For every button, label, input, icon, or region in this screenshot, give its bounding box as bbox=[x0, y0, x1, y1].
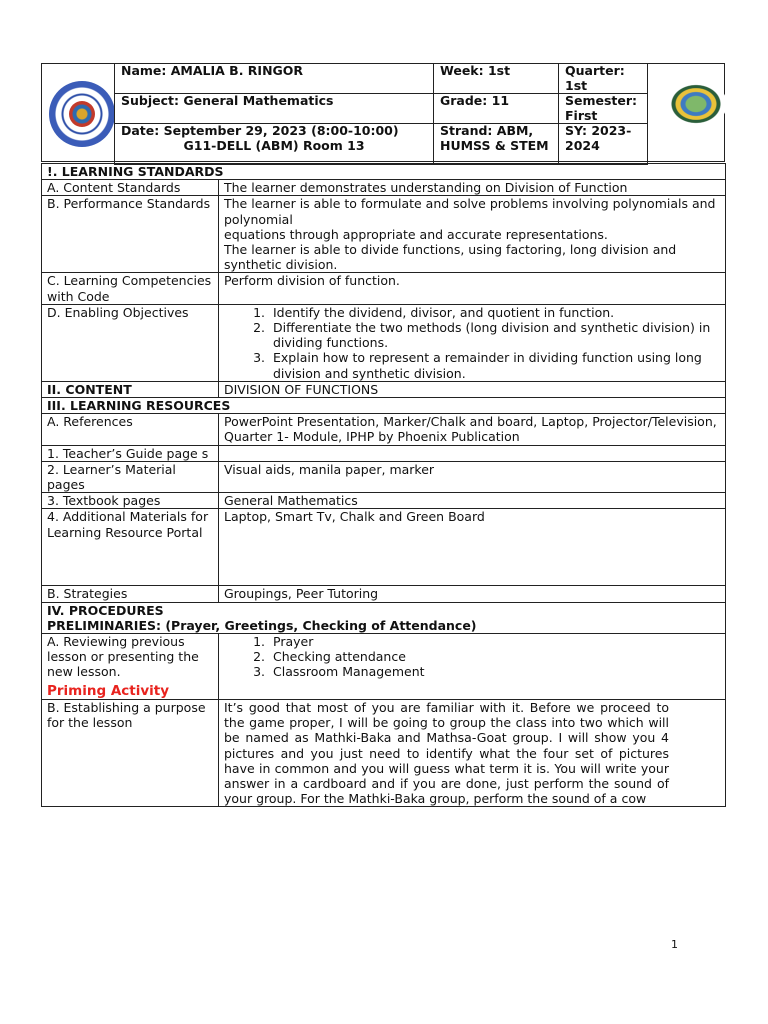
page-number: 1 bbox=[671, 938, 678, 951]
row-label: 1. Teacher’s Guide page s bbox=[42, 445, 219, 461]
list-item: 2. Checking attendance bbox=[269, 649, 720, 664]
row-label: A. Content Standards bbox=[42, 180, 219, 196]
preliminaries-list bbox=[224, 634, 720, 680]
priming-activity-label: Priming Activity bbox=[47, 682, 170, 699]
quarter: Quarter: 1st bbox=[559, 64, 648, 94]
table-row bbox=[42, 273, 726, 304]
row-value: DIVISION OF FUNCTIONS bbox=[219, 381, 726, 397]
table-row bbox=[42, 586, 726, 602]
lesson-plan-table bbox=[41, 163, 726, 807]
school-seal-logo bbox=[665, 80, 727, 128]
list-item: 3. Classroom Management bbox=[269, 664, 720, 679]
week: Week: 1st bbox=[434, 64, 559, 94]
row-label: 3. Textbook pages bbox=[42, 493, 219, 509]
row-label: 2. Learner’s Material pages bbox=[42, 461, 219, 492]
list-item: 2. Differentiate the two methods (long division and synthetic division) in dividing functions. bbox=[269, 320, 720, 350]
row-value: It’s good that most of you are familiar with it. Before we proceed to the game proper, I will be going to group the class into two which will be named as Mathki-Baka and Mathsa-Goat group. I will show you 4 pictures and you just need to identify what the four set of pictures have in common and you will guess what term it is. You will write your answer in a cardboard and if you are done, just perform the sound of your group. For the Mathki-Baka group, perform the sound of a cow bbox=[219, 699, 726, 806]
row-value: Laptop, Smart Tv, Chalk and Green Board bbox=[219, 509, 726, 586]
header-table bbox=[114, 63, 648, 165]
preliminaries-heading: PRELIMINARIES: (Prayer, Greetings, Checking of Attendance) bbox=[47, 617, 477, 633]
section-procedures bbox=[42, 602, 726, 633]
date-cell bbox=[115, 124, 434, 165]
table-row bbox=[42, 493, 726, 509]
row-value: Perform division of function. bbox=[219, 273, 726, 304]
row-label: C. Learning Competencies with Code bbox=[42, 273, 219, 304]
row-label: A. References bbox=[42, 414, 219, 445]
objectives-list bbox=[224, 305, 720, 381]
table-row bbox=[42, 699, 726, 806]
subject: Subject: General Mathematics bbox=[115, 94, 434, 124]
references-text: PowerPoint Presentation, Marker/Chalk and board, Laptop, Projector/Television, bbox=[224, 414, 717, 430]
school-year: SY: 2023-2024 bbox=[559, 124, 648, 165]
list-item: 1. Identify the dividend, divisor, and quotient in function. bbox=[269, 305, 720, 320]
row-value: Groupings, Peer Tutoring bbox=[219, 586, 726, 602]
row-value bbox=[219, 304, 726, 381]
row-value bbox=[219, 196, 726, 273]
row-label: 4. Additional Materials for Learning Resource Portal bbox=[42, 509, 219, 586]
table-row bbox=[42, 196, 726, 273]
table-row bbox=[42, 398, 726, 414]
procedures-heading: IV. PROCEDURES bbox=[47, 602, 164, 618]
row-label: D. Enabling Objectives bbox=[42, 304, 219, 381]
performance-text: The learner is able to formulate and solve problems involving polynomials and polynomial bbox=[224, 196, 716, 227]
table-row bbox=[42, 445, 726, 461]
table-row bbox=[42, 634, 726, 700]
table-row bbox=[42, 461, 726, 492]
row-label bbox=[42, 634, 219, 700]
list-item: 1. Prayer bbox=[269, 634, 720, 649]
row-label: B. Performance Standards bbox=[42, 196, 219, 273]
section-content: II. CONTENT bbox=[42, 381, 219, 397]
row-value: General Mathematics bbox=[219, 493, 726, 509]
table-row bbox=[42, 164, 726, 180]
row-value: The learner demonstrates understanding on Division of Function bbox=[219, 180, 726, 196]
table-row bbox=[42, 509, 726, 586]
grade: Grade: 11 bbox=[434, 94, 559, 124]
strand: Strand: ABM, HUMSS & STEM bbox=[434, 124, 559, 165]
table-row bbox=[42, 180, 726, 196]
performance-text: equations through appropriate and accurate representations. bbox=[224, 226, 608, 242]
table-row bbox=[42, 304, 726, 381]
class-room-line: G11-DELL (ABM) Room 13 bbox=[183, 137, 365, 153]
performance-text: The learner is able to divide functions, using factoring, long division and synthetic division. bbox=[224, 242, 677, 273]
semester: Semester: First bbox=[559, 94, 648, 124]
section-learning-standards: !. LEARNING STANDARDS bbox=[42, 164, 726, 180]
references-text: Quarter 1- Module, IPHP by Phoenix Publication bbox=[224, 429, 520, 445]
teacher-name: Name: AMALIA B. RINGOR bbox=[115, 64, 434, 94]
row-value bbox=[219, 634, 726, 700]
deped-seal-logo bbox=[49, 81, 115, 147]
row-value bbox=[219, 414, 726, 445]
table-row bbox=[42, 414, 726, 445]
table-row bbox=[42, 381, 726, 397]
row-label: B. Strategies bbox=[42, 586, 219, 602]
list-item: 3. Explain how to represent a remainder in dividing function using long division and synthetic division. bbox=[269, 350, 720, 380]
section-learning-resources: III. LEARNING RESOURCES bbox=[42, 398, 726, 414]
date-line: Date: September 29, 2023 (8:00-10:00) bbox=[121, 123, 399, 138]
row-value bbox=[219, 445, 726, 461]
row-value: Visual aids, manila paper, marker bbox=[219, 461, 726, 492]
reviewing-label: A. Reviewing previous lesson or presenting the new lesson. bbox=[47, 634, 199, 680]
table-row bbox=[42, 602, 726, 633]
row-label: B. Establishing a purpose for the lesson bbox=[42, 699, 219, 806]
